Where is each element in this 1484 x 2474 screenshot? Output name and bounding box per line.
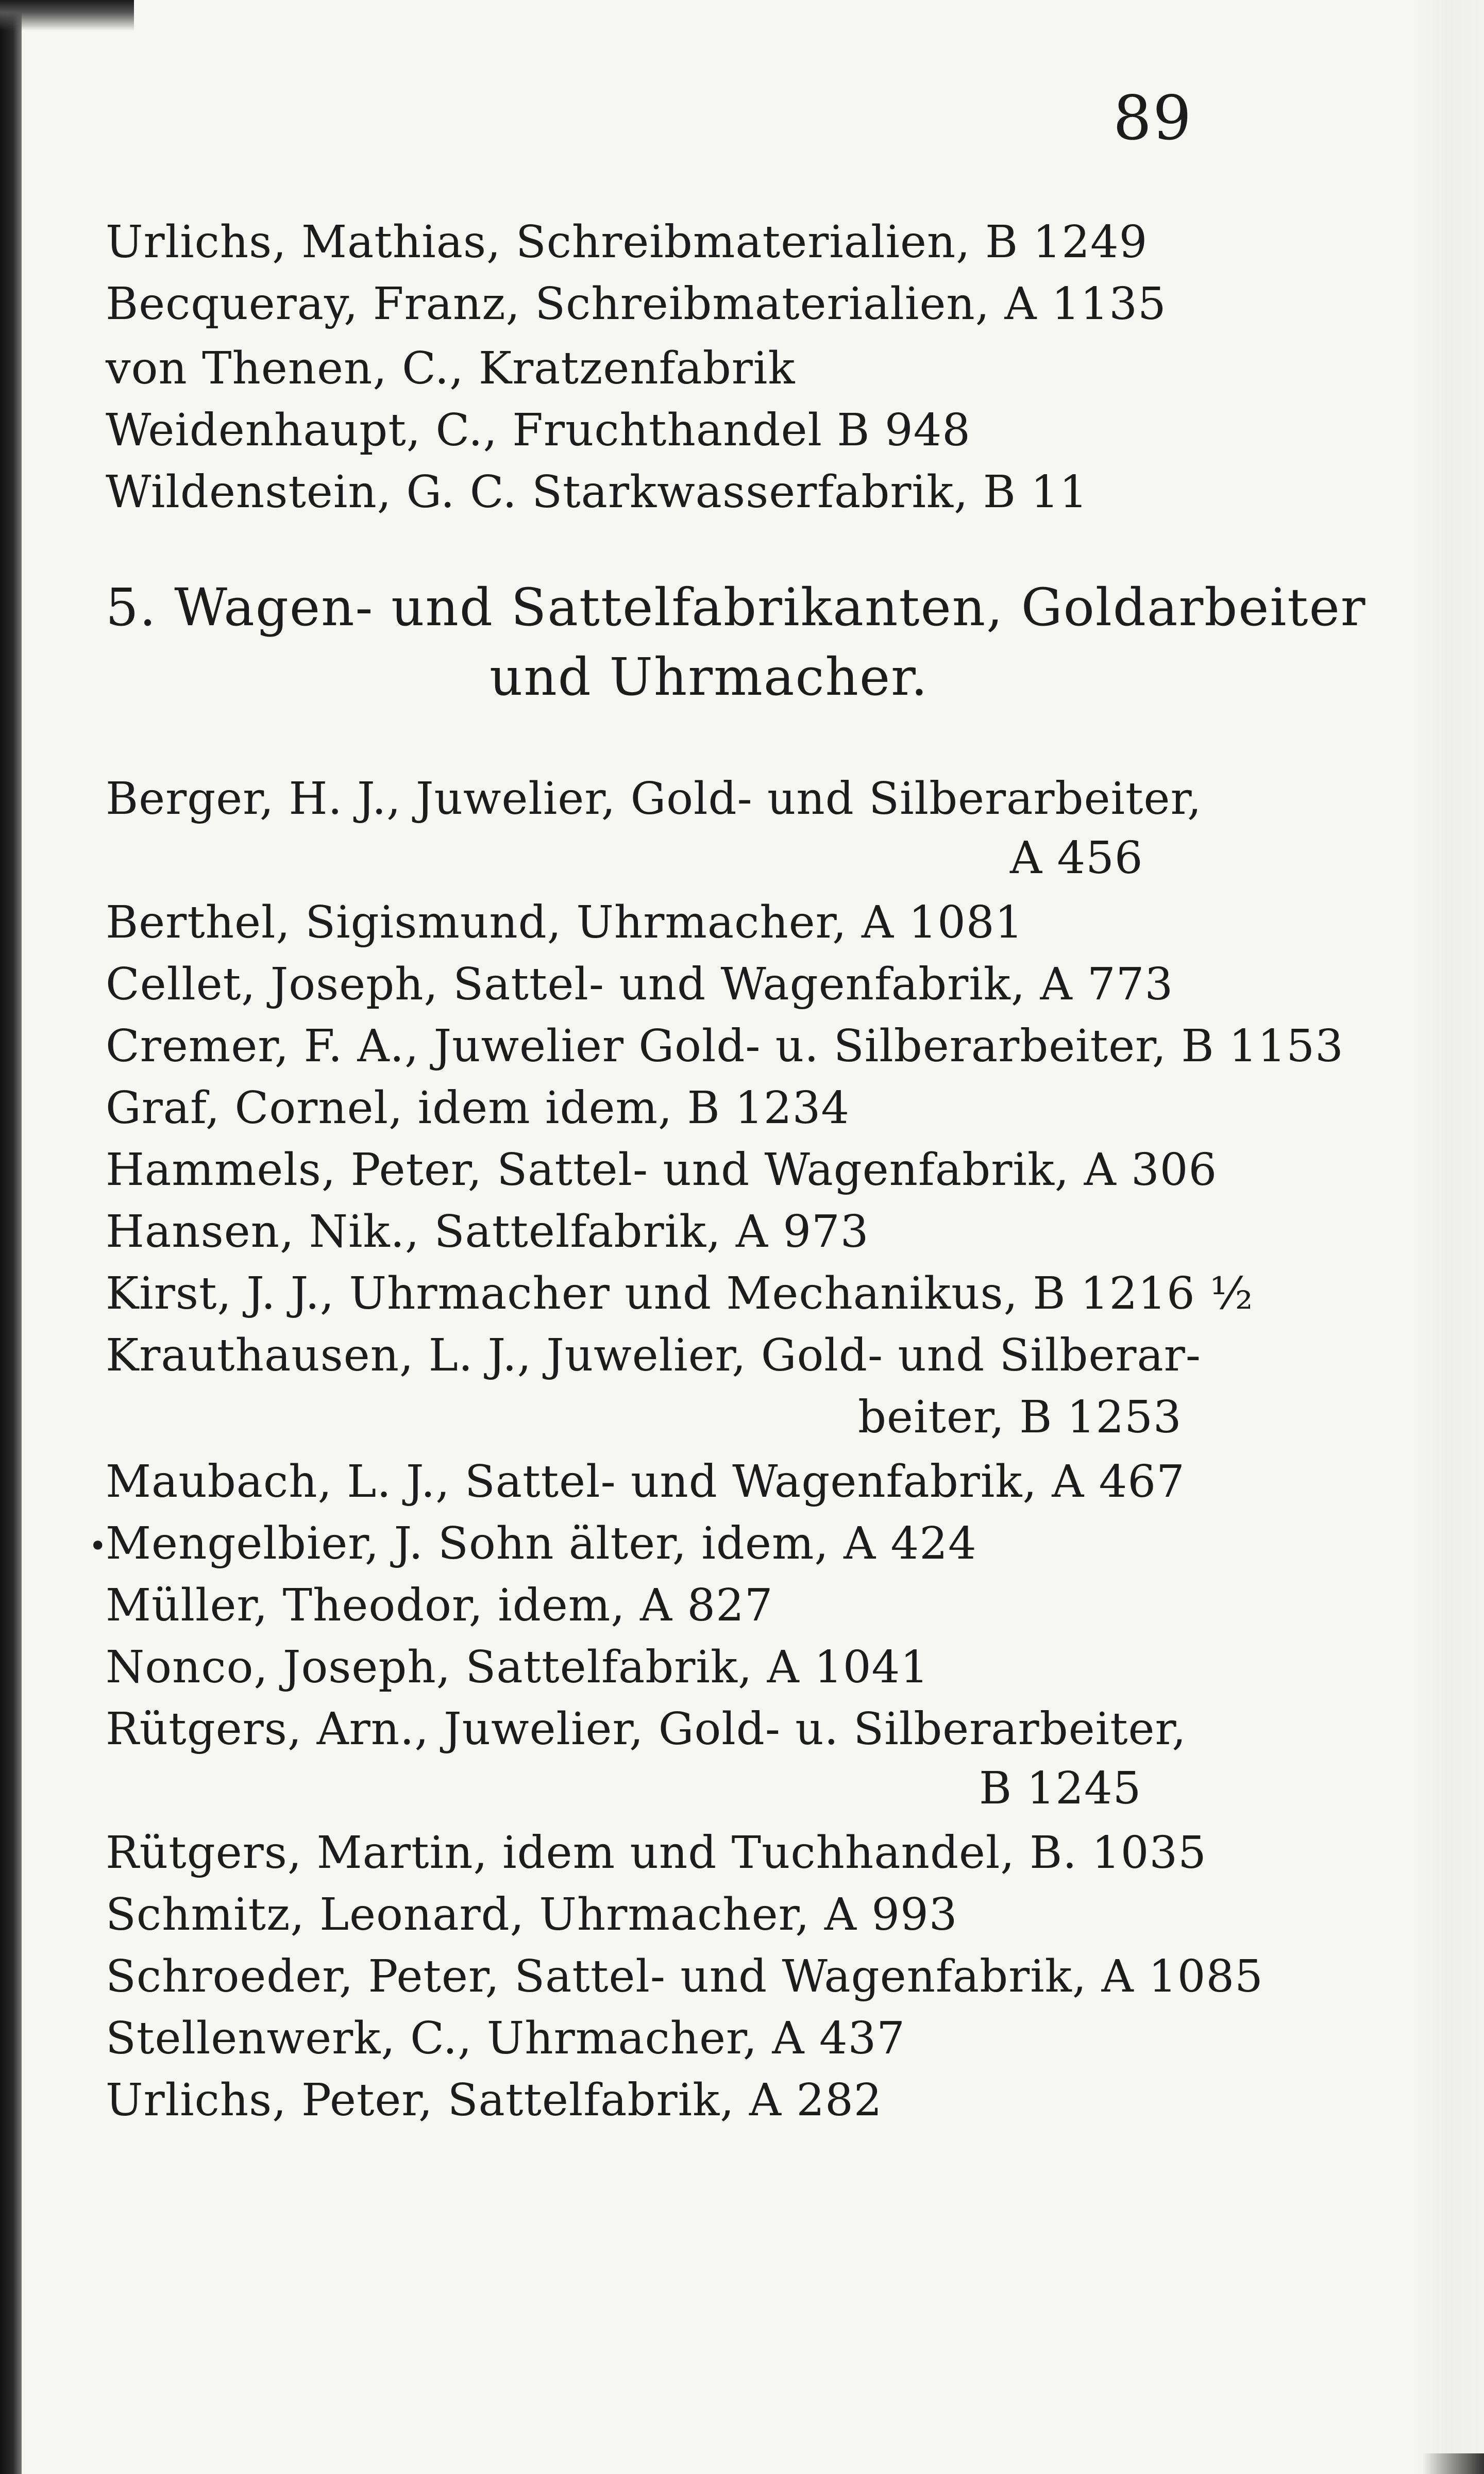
entry: Rütgers, Arn., Juwelier, Gold- u. Silberarbeiter,	[106, 1703, 1187, 1755]
entry: Berger, H. J., Juwelier, Gold- und Silberarbeiter,	[106, 773, 1202, 825]
entry: Kirst, J. J., Uhrmacher und Mechanikus, B 1216 ½	[106, 1268, 1254, 1319]
margin-mark: •	[89, 1528, 107, 1564]
page-corner-shadow	[0, 0, 134, 31]
entry: Weidenhaupt, C., Fruchthandel B 948	[106, 405, 971, 456]
entry: Mengelbier, J. Sohn älter, idem, A 424	[106, 1518, 977, 1569]
entry-continuation: beiter, B 1253	[858, 1392, 1182, 1443]
entry: Schroeder, Peter, Sattel- und Wagenfabrik, A 1085	[106, 1951, 1263, 2002]
entry: Graf, Cornel, idem idem, B 1234	[106, 1082, 850, 1134]
page-number: 89	[1113, 82, 1193, 154]
section-heading-continued: und Uhrmacher.	[490, 647, 929, 707]
entry: Cremer, F. A., Juwelier Gold- u. Silberarbeiter, B 1153	[106, 1021, 1344, 1072]
entry: Maubach, L. J., Sattel- und Wagenfabrik, A 467	[106, 1456, 1185, 1508]
entry-continuation: B 1245	[979, 1763, 1142, 1814]
entry-continuation: A 456	[1010, 832, 1143, 884]
entry: Nonco, Joseph, Sattelfabrik, A 1041	[106, 1642, 929, 1693]
entry: Stellenwerk, C., Uhrmacher, A 437	[106, 2013, 905, 2064]
entry: Krauthausen, L. J., Juwelier, Gold- und Silberar-	[106, 1330, 1201, 1381]
entry: Becqueray, Franz, Schreibmaterialien, A 1135	[106, 278, 1167, 330]
entry: Berthel, Sigismund, Uhrmacher, A 1081	[106, 897, 1024, 948]
entry: Rütgers, Martin, idem und Tuchhandel, B. 1035	[106, 1827, 1207, 1879]
entry: Hammels, Peter, Sattel- und Wagenfabrik, A 306	[106, 1144, 1218, 1196]
entry: Urlichs, Peter, Sattelfabrik, A 282	[106, 2075, 883, 2126]
entry: Urlichs, Mathias, Schreibmaterialien, B 1249	[106, 216, 1148, 268]
entry: von Thenen, C., Kratzenfabrik	[106, 343, 796, 394]
page-corner-shadow-bottom	[1422, 2453, 1484, 2474]
entry: Wildenstein, G. C. Starkwasserfabrik, B 11	[106, 466, 1088, 518]
page-edge	[1412, 0, 1484, 2474]
entry: Cellet, Joseph, Sattel- und Wagenfabrik, A 773	[106, 959, 1174, 1010]
entry: Schmitz, Leonard, Uhrmacher, A 993	[106, 1889, 958, 1941]
section-heading: 5. Wagen- und Sattelfabrikanten, Goldarbeiter	[106, 577, 1367, 638]
entry: Hansen, Nik., Sattelfabrik, A 973	[106, 1206, 869, 1258]
book-spine-shadow	[0, 0, 22, 2474]
entry: Müller, Theodor, idem, A 827	[106, 1580, 773, 1631]
